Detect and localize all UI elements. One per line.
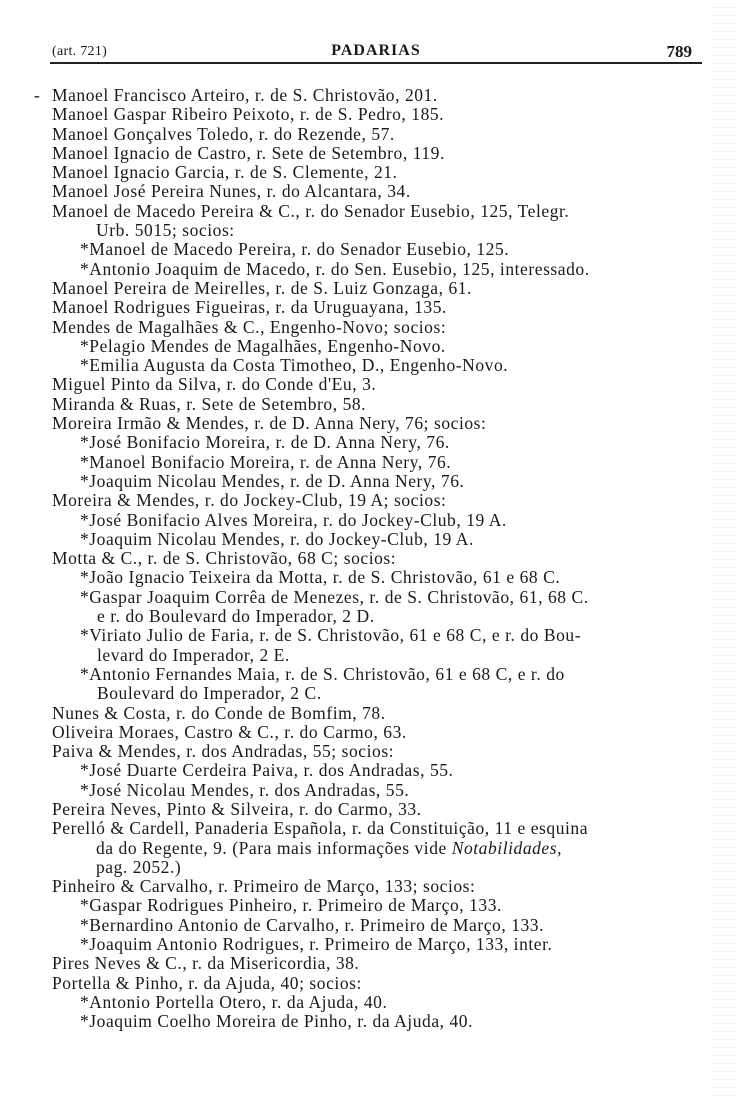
entry-text: Manoel Gaspar Ribeiro Peixoto, r. de S. Pedro, 185. (52, 104, 445, 125)
partner-entry (0, 761, 736, 780)
entry-text: Nunes & Costa, r. do Conde de Bomfim, 78. (52, 702, 386, 723)
entry-text: Pinheiro & Carvalho, r. Primeiro de Março, 133; socios: (52, 876, 476, 897)
partner-entry (0, 935, 736, 954)
entry-text: Portella & Pinho, r. da Ajuda, 40; socios: (52, 972, 362, 993)
entry-text: Manoel Rodrigues Figueiras, r. da Uruguayana, 135. (52, 297, 447, 318)
business-entry (0, 974, 736, 993)
business-entry (0, 375, 736, 394)
entry-text: Manoel Ignacio de Castro, r. Sete de Setembro, 119. (52, 142, 445, 163)
entry-text: *João Ignacio Teixeira da Motta, r. de S. Christovão, 61 e 68 C. (80, 567, 561, 588)
partner-entry (0, 588, 736, 607)
business-entry (0, 414, 736, 433)
entry-text: e r. do Boulevard do Imperador, 2 D. (97, 606, 375, 627)
partner-entry (0, 781, 736, 800)
entry-text: Manoel Gonçalves Toledo, r. do Rezende, 57. (52, 123, 395, 144)
entry-text: *José Bonifacio Moreira, r. de D. Anna Nery, 76. (80, 432, 450, 453)
business-entry (0, 144, 736, 163)
entry-text: Perelló & Cardell, Panaderia Española, r. da Constituição, 11 e esquina (52, 818, 589, 839)
business-entry (0, 279, 736, 298)
entry-continuation (0, 858, 736, 877)
entry-text: Moreira Irmão & Mendes, r. de D. Anna Nery, 76; socios: (52, 413, 487, 434)
entry-text: *Antonio Portella Otero, r. da Ajuda, 40. (80, 991, 388, 1012)
entry-text: Pereira Neves, Pinto & Silveira, r. do Carmo, 33. (52, 798, 422, 819)
partner-entry (0, 896, 736, 915)
partner-entry (0, 665, 736, 684)
entry-text: *Joaquim Nicolau Mendes, r. do Jockey-Club, 19 A. (80, 528, 474, 549)
business-entry (0, 491, 736, 510)
section-title: PADARIAS (331, 42, 421, 59)
page-edge-noise (714, 0, 736, 1103)
entry-text: Boulevard do Imperador, 2 C. (97, 683, 322, 704)
business-entry (0, 742, 736, 761)
partner-entry (0, 916, 736, 935)
entry-text: *Bernardino Antonio de Carvalho, r. Primeiro de Março, 133. (80, 914, 545, 935)
entry-text: Manoel Francisco Arteiro, r. de S. Christovão, 201. (52, 85, 438, 105)
entry-text: Manoel de Macedo Pereira & C., r. do Senador Eusebio, 125, Telegr. (52, 200, 570, 221)
partner-entry (0, 260, 736, 279)
business-entry (0, 819, 736, 838)
business-entry (0, 954, 736, 973)
partner-entry (0, 568, 736, 587)
entry-text: Manoel Pereira de Meirelles, r. de S. Luiz Gonzaga, 61. (52, 277, 472, 298)
entry-text: *José Bonifacio Alves Moreira, r. do Jockey-Club, 19 A. (80, 509, 507, 530)
entry-text: da do Regente, 9. (Para mais informações vide (96, 837, 452, 858)
entry-text: *Antonio Joaquim de Macedo, r. do Sen. Eusebio, 125, interessado. (80, 258, 590, 279)
entry-text: *Manoel de Macedo Pereira, r. do Senador Eusebio, 125. (80, 239, 510, 260)
entry-text: *José Duarte Cerdeira Paiva, r. dos Andradas, 55. (80, 760, 454, 781)
italic-reference: Notabilidades, (451, 837, 563, 858)
running-header (50, 40, 702, 64)
partner-entry (0, 453, 736, 472)
business-entry (0, 877, 736, 896)
business-entry (0, 105, 736, 124)
entry-text: *Joaquim Antonio Rodrigues, r. Primeiro de Março, 133, inter. (80, 934, 553, 955)
entry-text: *José Nicolau Mendes, r. dos Andradas, 55. (80, 779, 410, 800)
business-entry (0, 125, 736, 144)
directory-entries (0, 86, 736, 1032)
entry-text: Pires Neves & C., r. da Misericordia, 38. (52, 953, 360, 974)
article-reference: (art. 721) (52, 44, 108, 59)
partner-entry (0, 433, 736, 452)
entry-text: *Antonio Fernandes Maia, r. de S. Christovão, 61 e 68 C, e r. do (80, 663, 565, 684)
business-entry (0, 202, 736, 221)
entry-text: Mendes de Magalhães & C., Engenho-Novo; socios: (52, 316, 447, 337)
entry-continuation (0, 607, 736, 626)
partner-entry (0, 1012, 736, 1031)
entry-text: *Gaspar Joaquim Corrêa de Menezes, r. de S. Christovão, 61, 68 C. (80, 586, 589, 607)
entry-text: Miranda & Ruas, r. Sete de Setembro, 58. (52, 393, 367, 414)
entry-text: Moreira & Mendes, r. do Jockey-Club, 19 A; socios: (52, 490, 447, 511)
entry-text: Miguel Pinto da Silva, r. do Conde d'Eu, 3. (52, 374, 377, 395)
entry-text: pag. 2052.) (96, 856, 182, 877)
business-entry (0, 86, 736, 105)
business-entry (0, 704, 736, 723)
entry-continuation (0, 646, 736, 665)
partner-entry (0, 356, 736, 375)
partner-entry (0, 626, 736, 645)
partner-entry (0, 511, 736, 530)
entry-text: *Manoel Bonifacio Moreira, r. de Anna Nery, 76. (80, 451, 452, 472)
partner-entry (0, 530, 736, 549)
business-entry (0, 182, 736, 201)
entry-text: Manoel Ignacio Garcia, r. de S. Clemente, 21. (52, 162, 398, 183)
entry-text: *Gaspar Rodrigues Pinheiro, r. Primeiro de Março, 133. (80, 895, 502, 916)
business-entry (0, 800, 736, 819)
entry-text: Paiva & Mendes, r. dos Andradas, 55; socios: (52, 741, 395, 762)
entry-continuation (0, 221, 736, 240)
entry-text: *Pelagio Mendes de Magalhães, Engenho-Novo. (80, 335, 446, 356)
page-number: 789 (666, 42, 692, 61)
entry-text: Oliveira Moraes, Castro & C., r. do Carmo, 63. (52, 721, 407, 742)
partner-entry (0, 240, 736, 259)
entry-continuation (0, 839, 736, 858)
entry-text: *Joaquim Nicolau Mendes, r. de D. Anna Nery, 76. (80, 470, 465, 491)
entry-text: *Emilia Augusta da Costa Timotheo, D., Engenho-Novo. (80, 355, 509, 376)
business-entry (0, 723, 736, 742)
business-entry (0, 318, 736, 337)
partner-entry (0, 472, 736, 491)
entry-continuation (0, 684, 736, 703)
business-entry (0, 549, 736, 568)
partner-entry (0, 337, 736, 356)
entry-text: Manoel José Pereira Nunes, r. do Alcantara, 34. (52, 181, 411, 202)
entry-text: levard do Imperador, 2 E. (97, 644, 290, 665)
margin-mark: - (34, 85, 41, 105)
business-entry (0, 298, 736, 317)
business-entry (0, 163, 736, 182)
business-entry (0, 395, 736, 414)
entry-text: *Viriato Julio de Faria, r. de S. Christovão, 61 e 68 C, e r. do Bou- (80, 625, 582, 646)
entry-text: Motta & C., r. de S. Christovão, 68 C; socios: (52, 548, 397, 569)
entry-text: Urb. 5015; socios: (96, 220, 235, 241)
entry-text: *Joaquim Coelho Moreira de Pinho, r. da Ajuda, 40. (80, 1011, 474, 1032)
partner-entry (0, 993, 736, 1012)
